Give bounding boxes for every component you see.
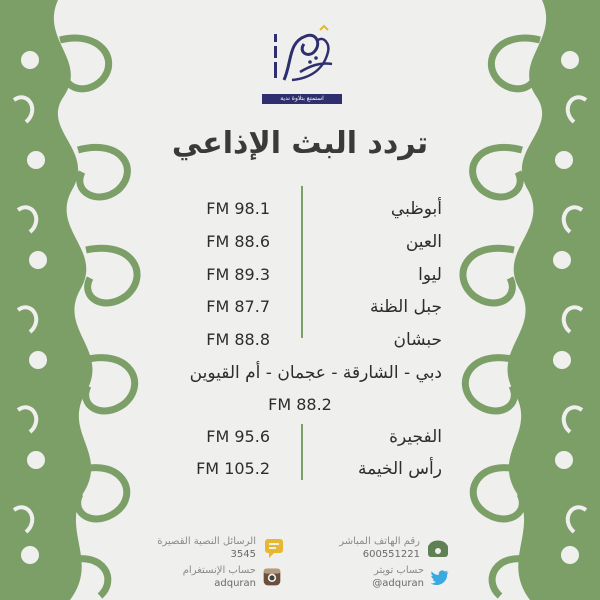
phone-label: رقم الهاتف المباشر xyxy=(339,536,420,547)
station-city: أبوظبي xyxy=(390,199,442,219)
twitter-handle[interactable]: @adquran xyxy=(372,578,424,589)
station-frequency: FM 95.6 xyxy=(206,427,270,446)
station-logo xyxy=(262,22,342,104)
left-ornament-border xyxy=(0,0,150,600)
station-city: ليوا xyxy=(418,265,442,285)
sms-icon xyxy=(262,536,286,560)
station-city: حبشان xyxy=(393,330,442,350)
twitter-label: حساب تويتر xyxy=(373,565,424,576)
column-divider-bottom xyxy=(301,424,303,480)
station-frequency: FM 105.2 xyxy=(196,459,270,478)
logo-calligraphy-icon xyxy=(262,22,342,94)
instagram-label: حساب الإنستغرام xyxy=(182,565,256,576)
column-divider-top xyxy=(301,186,303,338)
station-frequency: FM 87.7 xyxy=(206,297,270,316)
northern-emirates-frequency: FM 88.2 xyxy=(268,395,332,414)
station-frequency: FM 88.8 xyxy=(206,330,270,349)
right-ornament-border xyxy=(450,0,600,600)
phone-number[interactable]: 600551221 xyxy=(362,549,420,560)
station-frequency: FM 89.3 xyxy=(206,265,270,284)
twitter-icon xyxy=(430,567,450,587)
logo-caption: استمتع بتلاوة ندية xyxy=(262,94,342,104)
station-city: رأس الخيمة xyxy=(357,459,442,479)
page-title: تردد البث الإذاعي xyxy=(171,126,429,161)
station-city: جبل الظنة xyxy=(369,297,442,317)
instagram-handle[interactable]: adquran xyxy=(214,578,256,589)
sms-number[interactable]: 3545 xyxy=(230,549,256,560)
station-city: الفجيرة xyxy=(389,427,442,447)
station-frequency: FM 88.6 xyxy=(206,232,270,251)
station-city: العين xyxy=(405,232,442,252)
sms-label: الرسائل النصية القصيرة xyxy=(157,536,256,547)
instagram-icon xyxy=(262,567,282,587)
phone-icon xyxy=(426,536,450,560)
northern-emirates-cities: دبي - الشارقة - عجمان - أم القيوين xyxy=(189,363,442,383)
station-frequency: FM 98.1 xyxy=(206,199,270,218)
